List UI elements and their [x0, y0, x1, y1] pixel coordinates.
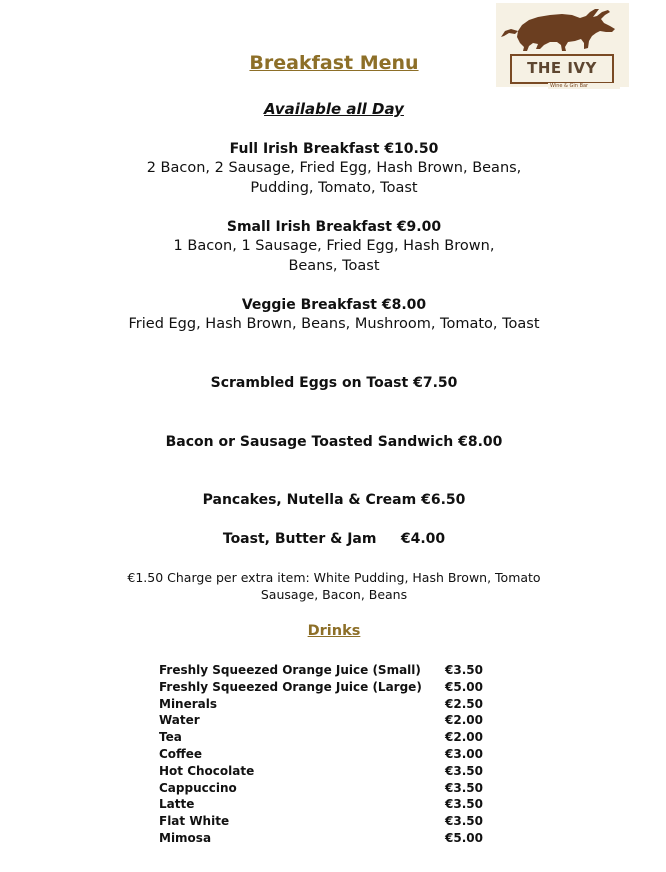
menu-item-title: Small Irish Breakfast €9.00	[226, 219, 442, 235]
page-subtitle: Available all Day	[264, 100, 404, 118]
drink-row	[159, 746, 499, 763]
drink-price: €3.50	[445, 780, 483, 795]
drink-row	[159, 712, 499, 729]
drink-row	[159, 796, 499, 813]
drink-name: Water	[159, 713, 200, 728]
drinks-list	[159, 662, 499, 847]
drink-name: Flat White	[159, 814, 230, 829]
drink-row	[159, 679, 499, 696]
menu-item-title: Full Irish Breakfast €10.50	[229, 141, 439, 157]
drink-row	[159, 729, 499, 746]
extra-charge-line: Sausage, Bacon, Beans	[260, 587, 408, 602]
menu-item-title: Toast, Butter & Jam €4.00	[222, 531, 446, 547]
drink-price: €3.50	[445, 663, 483, 677]
drink-price: €3.50	[445, 814, 483, 829]
drink-price: €5.00	[445, 830, 483, 845]
drink-price: €2.50	[445, 696, 483, 711]
drink-price: €5.00	[445, 679, 483, 694]
menu-item-title: Veggie Breakfast €8.00	[241, 297, 427, 313]
drink-row	[159, 696, 499, 713]
menu-item-description: Beans, Toast	[288, 258, 380, 274]
menu-item-title: Scrambled Eggs on Toast €7.50	[210, 375, 458, 391]
menu-item-description: 1 Bacon, 1 Sausage, Fried Egg, Hash Brown,	[173, 238, 495, 254]
drink-row	[159, 830, 499, 847]
drink-name: Coffee	[159, 746, 203, 761]
logo-name: THE IVY	[527, 59, 597, 77]
drink-name: Freshly Squeezed Orange Juice (Large)	[159, 679, 422, 694]
drink-name: Mimosa	[159, 830, 212, 845]
logo-tagline: Wine & Gin Bar	[548, 83, 620, 89]
drink-name: Minerals	[159, 696, 218, 711]
drink-price: €2.00	[445, 713, 483, 728]
drink-price: €3.00	[445, 746, 483, 761]
page-title: Breakfast Menu	[249, 52, 419, 74]
drink-name: Cappuccino	[159, 780, 237, 795]
drink-price: €3.50	[445, 763, 483, 778]
drink-name: Freshly Squeezed Orange Juice (Small)	[159, 663, 421, 677]
brand-logo	[496, 3, 629, 87]
drink-price: €2.00	[445, 730, 483, 745]
menu-item-description: 2 Bacon, 2 Sausage, Fried Egg, Hash Brown, Beans,	[146, 160, 522, 176]
drink-price: €3.50	[445, 797, 483, 812]
drink-name: Latte	[159, 797, 195, 812]
drink-row	[159, 763, 499, 780]
drink-row	[159, 780, 499, 797]
drink-row	[159, 813, 499, 830]
drink-name: Hot Chocolate	[159, 763, 255, 778]
extra-charge-note	[0, 569, 666, 603]
menu-item-description: Pudding, Tomato, Toast	[250, 180, 418, 196]
drink-row	[159, 662, 499, 679]
drink-name: Tea	[159, 730, 182, 745]
drinks-title: Drinks	[307, 623, 361, 639]
menu-item-title: Pancakes, Nutella & Cream €6.50	[202, 492, 466, 508]
menu-item-description: Fried Egg, Hash Brown, Beans, Mushroom, Tomato, Toast	[128, 316, 540, 332]
extra-charge-line: €1.50 Charge per extra item: White Pudding, Hash Brown, Tomato	[127, 570, 541, 585]
menu-item-title: Bacon or Sausage Toasted Sandwich €8.00	[165, 434, 503, 450]
